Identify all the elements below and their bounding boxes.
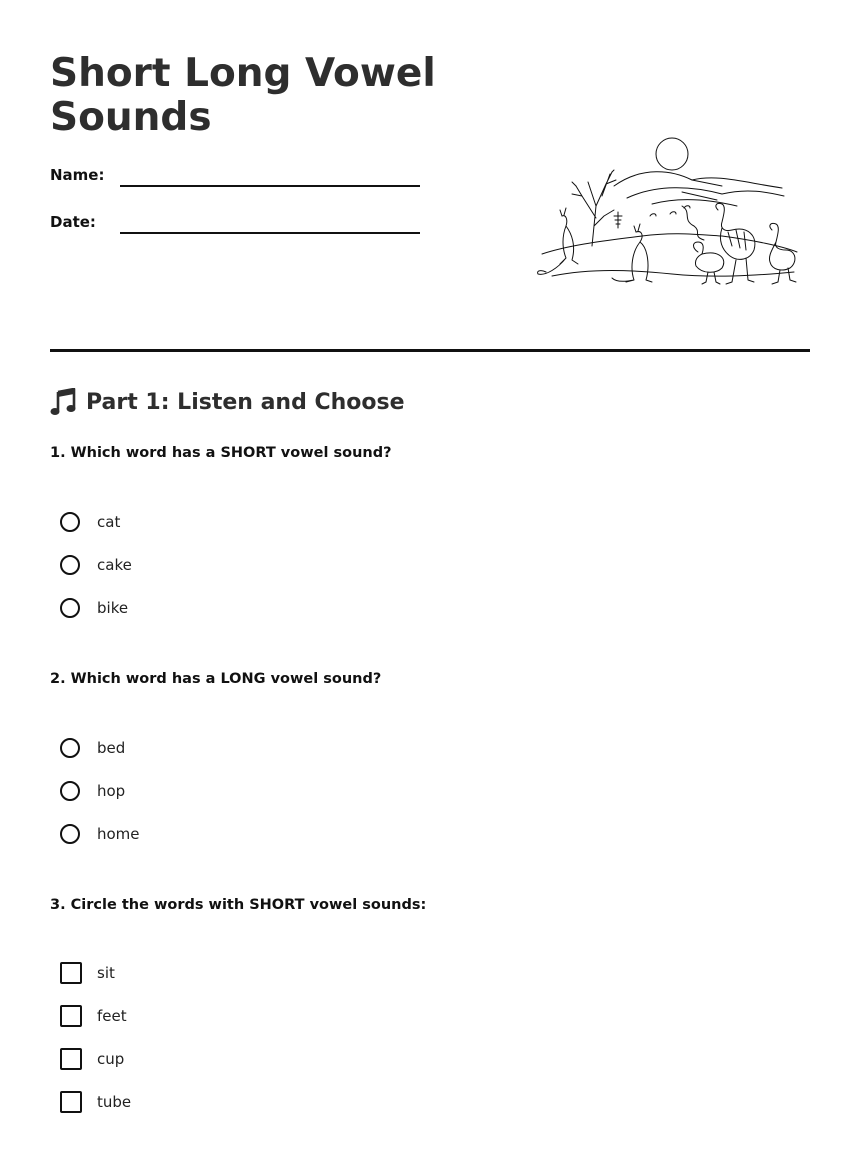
- part1-heading: [50, 388, 405, 416]
- emu-right-icon: [769, 223, 796, 284]
- question-3: 3. Circle the words with SHORT vowel sounds:: [50, 897, 427, 913]
- option-label: hop: [97, 782, 126, 800]
- hills-icon: [614, 172, 782, 188]
- option-label: sit: [97, 964, 115, 982]
- checkbox[interactable]: [60, 1091, 82, 1113]
- outback-animals-illustration: [532, 136, 802, 286]
- radio-button[interactable]: [60, 738, 80, 758]
- q1-option-bike[interactable]: [60, 595, 128, 621]
- section-divider: [50, 349, 810, 352]
- checkbox[interactable]: [60, 1005, 82, 1027]
- radio-button[interactable]: [60, 824, 80, 844]
- name-field: [50, 166, 430, 196]
- radio-button[interactable]: [60, 512, 80, 532]
- q3-option-sit[interactable]: [60, 960, 115, 986]
- option-label: cat: [97, 513, 121, 531]
- q2-option-hop[interactable]: [60, 778, 125, 804]
- option-label: cake: [97, 556, 132, 574]
- tree-icon: [572, 170, 616, 246]
- date-field: [50, 213, 430, 243]
- q3-option-tube[interactable]: [60, 1089, 131, 1115]
- q3-option-cup[interactable]: [60, 1046, 124, 1072]
- q1-option-cake[interactable]: [60, 552, 132, 578]
- date-write-line[interactable]: [120, 232, 420, 234]
- option-label: feet: [97, 1007, 127, 1025]
- name-label: Name:: [50, 166, 105, 184]
- question-1: 1. Which word has a SHORT vowel sound?: [50, 445, 392, 461]
- sitting-kangaroo-icon: [612, 224, 652, 282]
- q2-option-bed[interactable]: [60, 735, 125, 761]
- q2-option-home[interactable]: [60, 821, 140, 847]
- radio-button[interactable]: [60, 555, 80, 575]
- name-write-line[interactable]: [120, 185, 420, 187]
- q1-option-cat[interactable]: [60, 509, 120, 535]
- question-2: 2. Which word has a LONG vowel sound?: [50, 671, 382, 687]
- checkbox[interactable]: [60, 962, 82, 984]
- part1-title: Part 1: Listen and Choose: [86, 389, 405, 415]
- option-label: home: [97, 825, 140, 843]
- radio-button[interactable]: [60, 598, 80, 618]
- small-emu-icon: [694, 242, 724, 284]
- option-label: bike: [97, 599, 129, 617]
- radio-button[interactable]: [60, 781, 80, 801]
- kangaroo-icon: [538, 208, 578, 274]
- checkbox[interactable]: [60, 1048, 82, 1070]
- option-label: cup: [97, 1050, 125, 1068]
- date-label: Date:: [50, 213, 96, 231]
- emu-icon: [716, 203, 755, 284]
- sun-icon: [656, 138, 688, 170]
- q3-option-feet[interactable]: [60, 1003, 127, 1029]
- music-note-icon: [50, 388, 76, 416]
- ground-icon: [542, 234, 797, 254]
- worksheet-title: Short Long Vowel Sounds: [50, 51, 436, 140]
- option-label: bed: [97, 739, 126, 757]
- option-label: tube: [97, 1093, 132, 1111]
